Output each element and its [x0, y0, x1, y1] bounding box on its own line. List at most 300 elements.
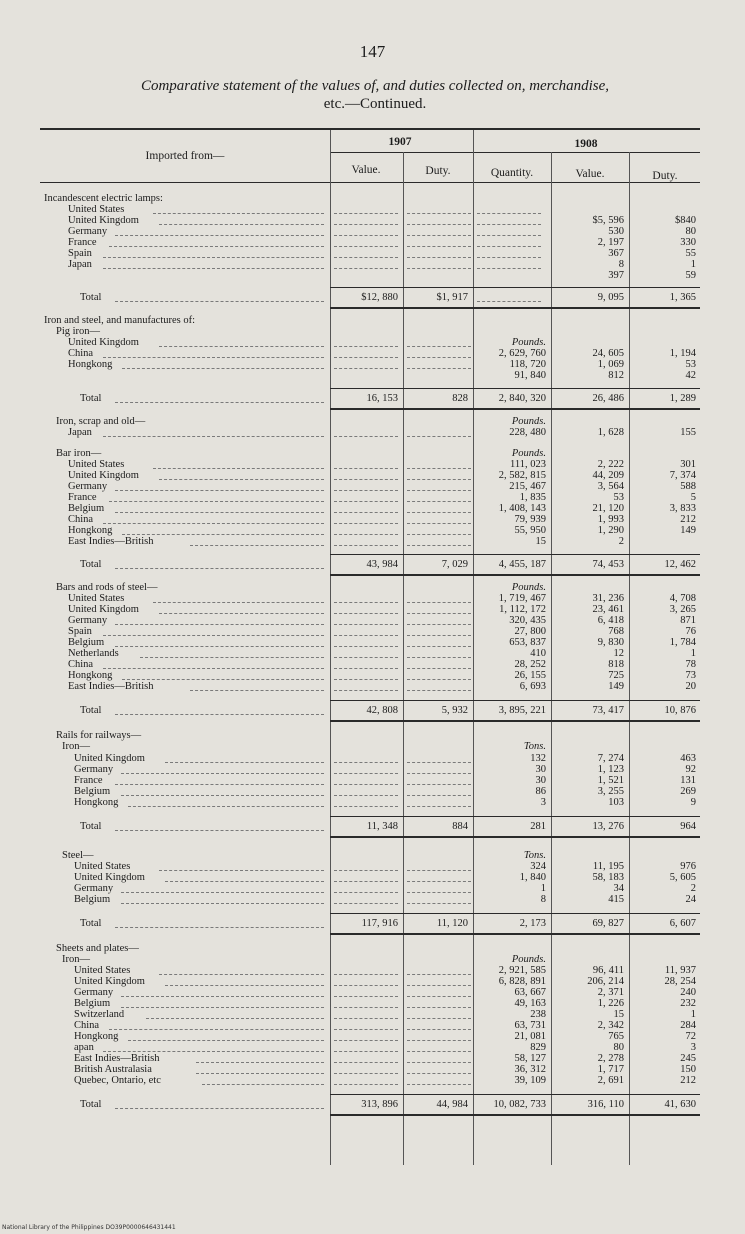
empty-cell-dashes — [407, 892, 471, 894]
total-v7: 42, 808 — [366, 705, 398, 716]
empty-cell-dashes — [407, 1007, 471, 1009]
empty-cell-dashes — [407, 996, 471, 998]
cell-q8: 55, 950 — [514, 525, 546, 536]
cell-q8: 86 — [535, 786, 546, 797]
cell-q8: 91, 840 — [514, 370, 546, 381]
total-q8: 2, 173 — [519, 918, 546, 929]
row-label: Spain — [68, 248, 92, 259]
leader-dots — [190, 545, 324, 547]
total-d8: 41, 630 — [664, 1099, 696, 1110]
empty-cell-dashes — [334, 436, 398, 438]
cell-v8: 812 — [608, 370, 624, 381]
cell-v8: 1, 123 — [597, 764, 624, 775]
cell-d8: 4, 708 — [669, 593, 696, 604]
leader-dots — [115, 1108, 324, 1110]
cell-q8: 15 — [535, 536, 546, 547]
row-label: France — [74, 775, 103, 786]
empty-cell-dashes — [407, 602, 471, 604]
row-label: Iron, scrap and old— — [56, 416, 146, 427]
leader-dots — [109, 1029, 324, 1031]
row-label: East Indies—British — [68, 681, 154, 692]
col-line-2 — [403, 152, 404, 1165]
empty-cell-dashes — [407, 357, 471, 359]
cell-v8: 1, 226 — [597, 998, 624, 1009]
row-label: United States — [68, 593, 125, 604]
leader-dots — [115, 301, 324, 303]
row-label: Germany — [74, 883, 114, 894]
total-rule-top — [330, 554, 700, 555]
empty-cell-dashes — [334, 1051, 398, 1053]
total-d7: 828 — [452, 393, 468, 404]
total-rule-bottom — [330, 836, 700, 838]
cell-d8: 1 — [690, 259, 696, 270]
cell-q8: 2, 921, 585 — [498, 965, 546, 976]
row-label: Hongkong — [74, 1031, 119, 1042]
leader-dots — [103, 668, 324, 670]
cell-q8: 63, 667 — [514, 987, 546, 998]
cell-d8: 330 — [680, 237, 696, 248]
header-duty-1907: Duty. — [425, 165, 451, 177]
total-d8: 10, 876 — [664, 705, 696, 716]
cell-d8: 976 — [680, 861, 696, 872]
row-label: East Indies—British — [68, 536, 154, 547]
page-number: 147 — [359, 42, 386, 61]
cell-d8: 92 — [685, 764, 696, 775]
cell-v8: 2 — [618, 536, 624, 547]
total-rule-top — [330, 913, 700, 914]
empty-cell-dashes — [334, 806, 398, 808]
cell-v8: 3, 564 — [597, 481, 624, 492]
total-v8: 69, 827 — [592, 918, 624, 929]
leader-dots — [115, 235, 324, 237]
leader-dots — [115, 402, 324, 404]
cell-d8: 24 — [685, 894, 696, 905]
leader-dots — [153, 468, 324, 470]
row-label: Incandescent electric lamps: — [44, 193, 163, 204]
empty-cell-dashes — [334, 679, 398, 681]
cell-q8: 6, 828, 891 — [498, 976, 546, 987]
cell-q8: 28, 252 — [514, 659, 546, 670]
cell-v8: 12 — [613, 648, 624, 659]
empty-cell-dashes — [407, 436, 471, 438]
total-label: Total — [80, 292, 102, 303]
cell-d8: 20 — [685, 681, 696, 692]
leader-dots — [115, 568, 324, 570]
empty-cell-dashes — [407, 668, 471, 670]
empty-cell-dashes — [407, 534, 471, 536]
cell-q8: 1, 840 — [519, 872, 546, 883]
cell-v8: 8 — [618, 259, 624, 270]
col-line-4 — [551, 152, 552, 1165]
leader-dots — [109, 501, 324, 503]
empty-cell-dashes — [334, 1040, 398, 1042]
empty-cell-dashes — [334, 624, 398, 626]
total-label: Total — [80, 918, 102, 929]
empty-cell-dashes — [407, 1062, 471, 1064]
cell-q8: Tons. — [523, 741, 546, 752]
row-label: United States — [68, 204, 125, 215]
cell-q8: 30 — [535, 764, 546, 775]
leader-dots — [159, 479, 324, 481]
leader-dots — [115, 830, 324, 832]
cell-v8: 1, 717 — [597, 1064, 624, 1075]
empty-cell-dashes — [334, 1029, 398, 1031]
empty-cell-dashes — [407, 635, 471, 637]
total-v8: 74, 453 — [592, 559, 624, 570]
row-label: Belgium — [74, 998, 111, 1009]
cell-v8: 397 — [608, 270, 624, 281]
cell-q8: 36, 312 — [514, 1064, 546, 1075]
row-label: United Kingdom — [74, 976, 145, 987]
cell-d8: 59 — [685, 270, 696, 281]
row-label: Steel— — [62, 850, 94, 861]
empty-cell-dashes — [334, 690, 398, 692]
empty-cell-dashes — [407, 762, 471, 764]
row-label: Rails for railways— — [56, 730, 142, 741]
cell-v8: $5, 596 — [592, 215, 624, 226]
cell-d8: 76 — [685, 626, 696, 637]
leader-dots — [115, 512, 324, 514]
row-label: Switzerland — [74, 1009, 125, 1020]
col-line-3 — [473, 130, 474, 1165]
cell-q8: 58, 127 — [514, 1053, 546, 1064]
cell-d8: 72 — [685, 1031, 696, 1042]
row-label: Hongkong — [68, 670, 113, 681]
empty-cell-dashes — [334, 213, 398, 215]
table-subtitle: etc.—Continued. — [323, 96, 427, 112]
cell-d8: 284 — [680, 1020, 696, 1031]
empty-cell-dashes — [334, 762, 398, 764]
empty-cell-dashes — [407, 690, 471, 692]
cell-q8: Pounds. — [511, 337, 546, 348]
cell-q8: 320, 435 — [509, 615, 546, 626]
header-imported-from: Imported from— — [145, 150, 225, 162]
cell-q8: 118, 720 — [509, 359, 546, 370]
cell-d8: 3, 833 — [669, 503, 696, 514]
leader-dots — [115, 714, 324, 716]
total-v8: 13, 276 — [592, 821, 624, 832]
cell-d8: 212 — [680, 1075, 696, 1086]
cell-d8: 28, 254 — [664, 976, 696, 987]
empty-cell-dashes — [407, 903, 471, 905]
row-label: United States — [74, 965, 131, 976]
header-quantity-1908: Quantity. — [490, 167, 534, 179]
cell-d8: 11, 937 — [664, 965, 696, 976]
leader-dots — [153, 602, 324, 604]
empty-cell-dashes — [334, 773, 398, 775]
total-d8: 1, 289 — [669, 393, 696, 404]
empty-cell-dashes — [407, 1051, 471, 1053]
leader-dots — [103, 436, 324, 438]
cell-q8: 215, 467 — [509, 481, 546, 492]
total-v7: 16, 153 — [366, 393, 398, 404]
empty-cell-dashes — [334, 468, 398, 470]
empty-cell-dashes — [334, 1018, 398, 1020]
cell-v8: 765 — [608, 1031, 624, 1042]
header-value-1908: Value. — [575, 168, 605, 180]
empty-cell-dashes — [334, 881, 398, 883]
total-q8: 281 — [530, 821, 546, 832]
empty-cell-dashes — [477, 224, 541, 226]
empty-cell-dashes — [334, 545, 398, 547]
total-d7: 44, 984 — [436, 1099, 468, 1110]
cell-q8: 228, 480 — [509, 427, 546, 438]
total-q8: 2, 840, 320 — [498, 393, 546, 404]
empty-cell-dashes — [334, 974, 398, 976]
cell-v8: 96, 411 — [592, 965, 624, 976]
total-v7: $12, 880 — [361, 292, 398, 303]
empty-cell-dashes — [334, 985, 398, 987]
cell-q8: 1, 112, 172 — [499, 604, 546, 615]
total-v7: 117, 916 — [361, 918, 398, 929]
empty-cell-dashes — [407, 545, 471, 547]
row-label: Japan — [68, 427, 92, 438]
cell-q8: 1, 835 — [519, 492, 546, 503]
leader-dots — [121, 795, 324, 797]
empty-cell-dashes — [477, 213, 541, 215]
leader-dots — [109, 246, 324, 248]
total-v8: 26, 486 — [592, 393, 624, 404]
row-label: United States — [68, 459, 125, 470]
leader-dots — [165, 762, 324, 764]
cell-v8: 1, 521 — [597, 775, 624, 786]
empty-cell-dashes — [407, 784, 471, 786]
total-label: Total — [80, 821, 102, 832]
cell-q8: Pounds. — [511, 448, 546, 459]
empty-cell-dashes — [407, 1018, 471, 1020]
cell-d8: 240 — [680, 987, 696, 998]
empty-cell-dashes — [334, 246, 398, 248]
cell-v8: 2, 691 — [597, 1075, 624, 1086]
total-rule-bottom — [330, 1114, 700, 1116]
cell-v8: 415 — [608, 894, 624, 905]
leader-dots — [121, 892, 324, 894]
leader-dots — [115, 784, 324, 786]
footer-credit: National Library of the Philippines DO39P0000646431441 — [2, 1224, 176, 1231]
row-label: Iron— — [62, 741, 90, 752]
cell-v8: 2, 278 — [597, 1053, 624, 1064]
cell-d8: 149 — [680, 525, 696, 536]
empty-cell-dashes — [334, 1084, 398, 1086]
row-label: China — [68, 514, 94, 525]
empty-cell-dashes — [407, 257, 471, 259]
cell-q8: 21, 081 — [514, 1031, 546, 1042]
cell-v8: 3, 255 — [597, 786, 624, 797]
total-label: Total — [80, 393, 102, 404]
cell-q8: Tons. — [523, 850, 546, 861]
leader-dots — [122, 368, 324, 370]
empty-cell-dashes — [334, 512, 398, 514]
leader-dots — [159, 870, 324, 872]
leader-dots — [121, 773, 324, 775]
cell-q8: 26, 155 — [514, 670, 546, 681]
leader-dots — [121, 1007, 324, 1009]
cell-q8: 8 — [540, 894, 546, 905]
total-rule-top — [330, 1094, 700, 1095]
cell-d8: 245 — [680, 1053, 696, 1064]
cell-q8: 1, 408, 143 — [498, 503, 546, 514]
empty-cell-dashes — [407, 1040, 471, 1042]
row-label: Hongkong — [74, 797, 119, 808]
empty-cell-dashes — [477, 246, 541, 248]
empty-cell-dashes — [334, 357, 398, 359]
total-label: Total — [80, 705, 102, 716]
empty-cell-dashes — [407, 479, 471, 481]
row-label: Germany — [68, 226, 108, 237]
row-label: Sheets and plates— — [56, 943, 139, 954]
row-label: Quebec, Ontario, etc — [74, 1075, 161, 1086]
cell-q8: 1, 719, 467 — [498, 593, 546, 604]
cell-d8: 42 — [685, 370, 696, 381]
total-rule-bottom — [330, 574, 700, 576]
leader-dots — [202, 1084, 324, 1086]
empty-cell-dashes — [407, 657, 471, 659]
total-d7: 7, 029 — [441, 559, 468, 570]
empty-cell-dashes — [407, 870, 471, 872]
row-label: United Kingdom — [68, 215, 139, 226]
total-q8: 10, 082, 733 — [493, 1099, 546, 1110]
cell-d8: 131 — [680, 775, 696, 786]
row-label: China — [74, 1020, 100, 1031]
total-rule-bottom — [330, 720, 700, 722]
cell-v8: 1, 993 — [597, 514, 624, 525]
total-v7: 313, 896 — [361, 1099, 398, 1110]
cell-v8: 1, 628 — [597, 427, 624, 438]
cell-q8: 30 — [535, 775, 546, 786]
leader-dots — [103, 268, 324, 270]
cell-q8: 410 — [530, 648, 546, 659]
row-label: United Kingdom — [68, 470, 139, 481]
header-value-1907: Value. — [351, 164, 381, 176]
cell-d8: 588 — [680, 481, 696, 492]
leader-dots — [103, 635, 324, 637]
cell-d8: 55 — [685, 248, 696, 259]
leader-dots — [115, 646, 324, 648]
total-rule-bottom — [330, 933, 700, 935]
row-label: Pig iron— — [56, 326, 101, 337]
cell-q8: 111, 023 — [510, 459, 546, 470]
row-label: Japan — [68, 259, 92, 270]
cell-d8: 871 — [680, 615, 696, 626]
empty-cell-dashes — [334, 490, 398, 492]
header-year-1907: 1907 — [388, 136, 412, 148]
cell-d8: 3, 265 — [669, 604, 696, 615]
empty-cell-dashes — [334, 1007, 398, 1009]
total-rule-top — [330, 816, 700, 817]
cell-v8: 58, 183 — [592, 872, 624, 883]
cell-v8: 53 — [613, 492, 624, 503]
cell-d8: 1 — [690, 1009, 696, 1020]
cell-v8: 149 — [608, 681, 624, 692]
empty-cell-dashes — [334, 257, 398, 259]
cell-d8: 9 — [690, 797, 696, 808]
row-label: Belgium — [68, 637, 105, 648]
year-rule — [330, 152, 700, 153]
cell-q8: Pounds. — [511, 582, 546, 593]
cell-d8: 5 — [690, 492, 696, 503]
header-duty-1908: Duty. — [652, 170, 678, 182]
empty-cell-dashes — [407, 1073, 471, 1075]
cell-v8: 24, 605 — [592, 348, 624, 359]
cell-v8: 1, 069 — [597, 359, 624, 370]
row-label: Bar iron— — [56, 448, 102, 459]
cell-d8: 78 — [685, 659, 696, 670]
cell-q8: 324 — [530, 861, 546, 872]
total-v8: 316, 110 — [587, 1099, 624, 1110]
row-label: Spain — [68, 626, 92, 637]
row-label: United Kingdom — [74, 753, 145, 764]
leader-dots — [115, 490, 324, 492]
cell-q8: 829 — [530, 1042, 546, 1053]
empty-cell-dashes — [407, 773, 471, 775]
empty-cell-dashes — [407, 490, 471, 492]
cell-v8: 768 — [608, 626, 624, 637]
empty-cell-dashes — [407, 1029, 471, 1031]
cell-d8: 232 — [680, 998, 696, 1009]
empty-cell-dashes — [334, 1073, 398, 1075]
total-d8: 12, 462 — [664, 559, 696, 570]
cell-v8: 21, 120 — [592, 503, 624, 514]
leader-dots — [121, 903, 324, 905]
cell-q8: 238 — [530, 1009, 546, 1020]
cell-d8: 1 — [690, 648, 696, 659]
empty-cell-dashes — [334, 657, 398, 659]
cell-v8: 6, 418 — [597, 615, 624, 626]
empty-cell-dashes — [407, 1084, 471, 1086]
row-label: United Kingdom — [68, 604, 139, 615]
row-label: United States — [74, 861, 131, 872]
cell-q8: 49, 163 — [514, 998, 546, 1009]
row-label: Belgium — [68, 503, 105, 514]
total-v8: 9, 095 — [597, 292, 624, 303]
cell-d8: 3 — [690, 1042, 696, 1053]
empty-cell-dashes — [477, 235, 541, 237]
cell-v8: 31, 236 — [592, 593, 624, 604]
cell-q8: 63, 731 — [514, 1020, 546, 1031]
row-label: France — [68, 492, 97, 503]
cell-d8: 1, 194 — [669, 348, 696, 359]
cell-d8: 80 — [685, 226, 696, 237]
total-v7: 43, 984 — [366, 559, 398, 570]
cell-d8: 53 — [685, 359, 696, 370]
empty-cell-dashes — [407, 985, 471, 987]
leader-dots — [196, 1073, 324, 1075]
row-label: Belgium — [74, 786, 111, 797]
cell-v8: 818 — [608, 659, 624, 670]
total-rule-top — [330, 388, 700, 389]
row-label: apan — [74, 1042, 94, 1053]
empty-cell-dashes — [334, 235, 398, 237]
empty-cell-dashes — [334, 224, 398, 226]
leader-dots — [121, 996, 324, 998]
empty-cell-dashes — [407, 368, 471, 370]
header-year-1908: 1908 — [574, 138, 598, 150]
cell-q8: Pounds. — [511, 954, 546, 965]
leader-dots — [165, 985, 324, 987]
row-label: Germany — [68, 615, 108, 626]
empty-cell-dashes — [334, 795, 398, 797]
leader-dots — [196, 1062, 324, 1064]
cell-q8: 2, 629, 760 — [498, 348, 546, 359]
cell-v8: 7, 274 — [597, 753, 624, 764]
empty-cell-dashes — [334, 268, 398, 270]
leader-dots — [153, 213, 324, 215]
cell-q8: 653, 837 — [509, 637, 546, 648]
cell-v8: 34 — [613, 883, 624, 894]
cell-d8: 212 — [680, 514, 696, 525]
row-label: Belgium — [74, 894, 111, 905]
row-label: Hongkong — [68, 359, 113, 370]
